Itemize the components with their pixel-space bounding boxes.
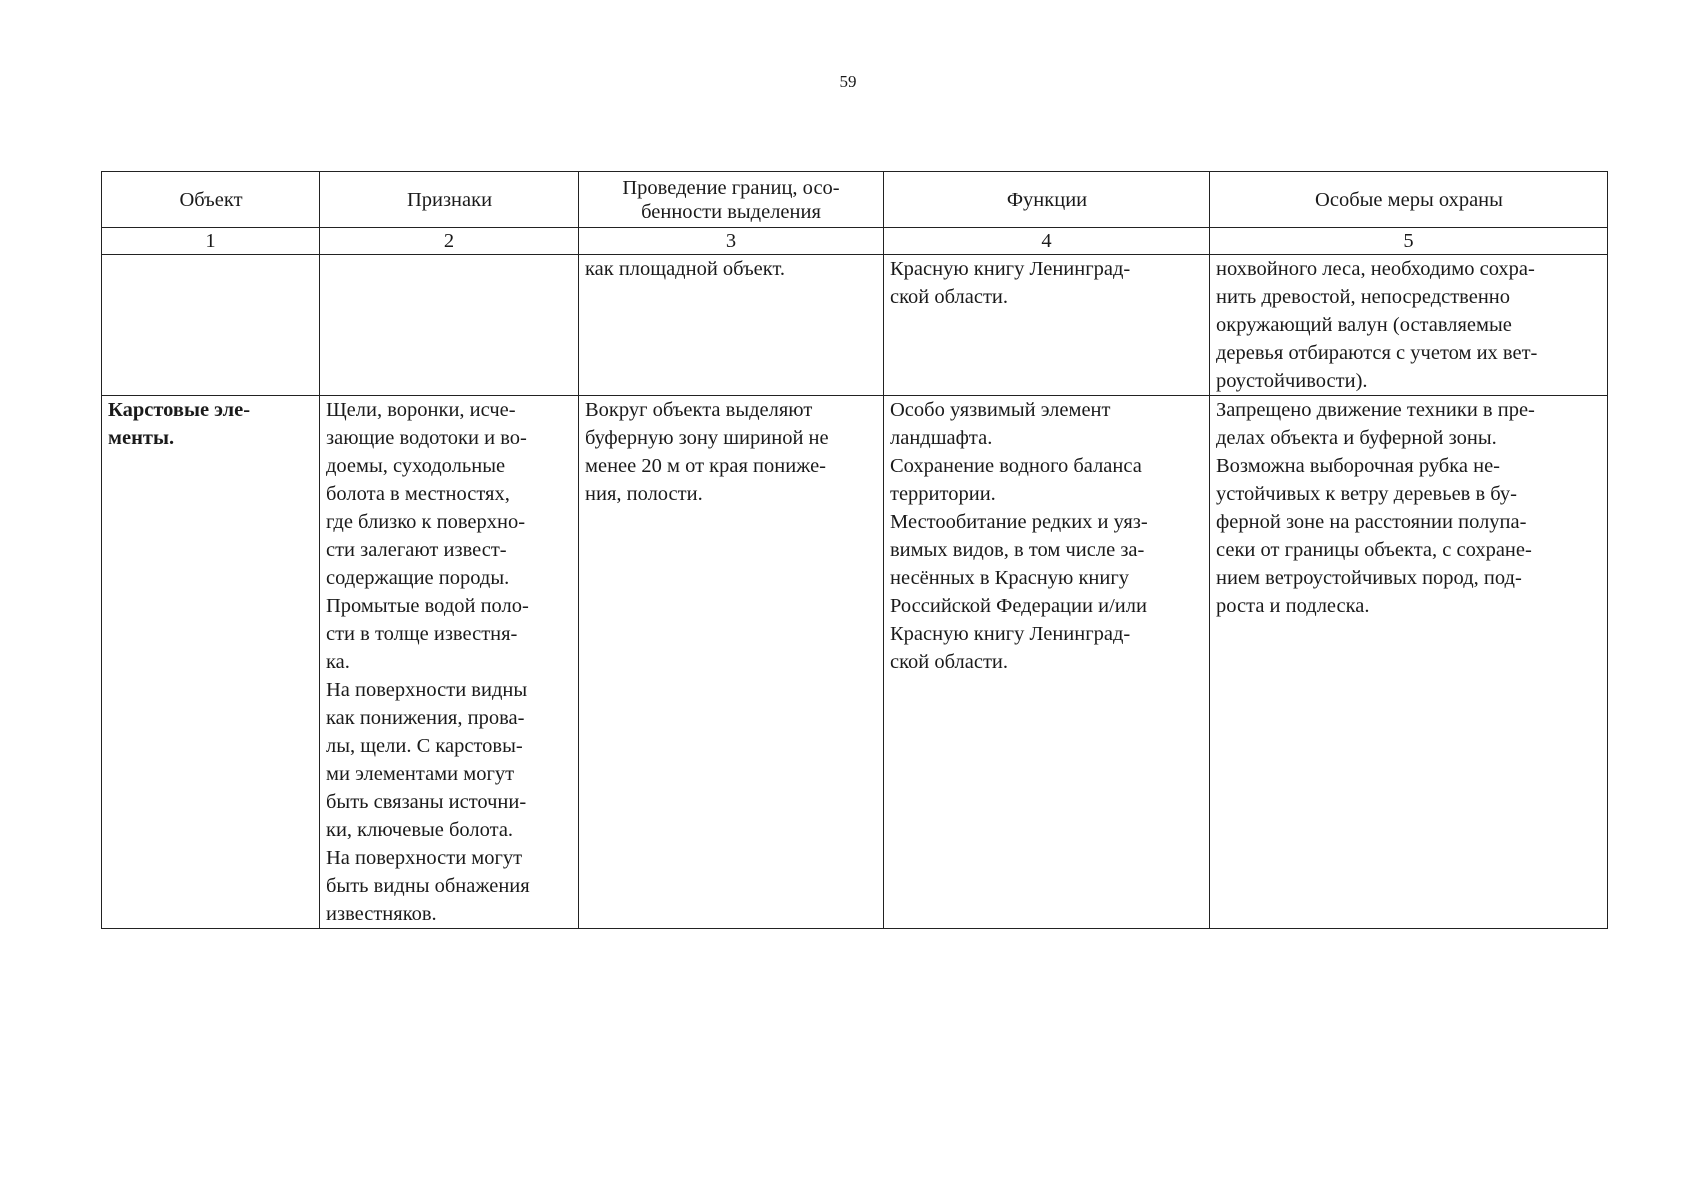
column-number-4: 4	[884, 228, 1210, 255]
cell-text-line: зающие водотоки и во-	[326, 427, 527, 449]
header-functions: Функции	[884, 172, 1210, 228]
cell-text-line: Возможна выборочная рубка не-	[1216, 455, 1500, 477]
cell-text-line: содержащие породы.	[326, 567, 510, 589]
column-number-2: 2	[320, 228, 579, 255]
cell-text-line: Российской Федерации и/или	[890, 595, 1147, 617]
cell-text-line: известняков.	[326, 903, 437, 925]
cell-text-line: ка.	[326, 651, 350, 673]
cell-text-line: деревья отбираются с учетом их вет-	[1216, 342, 1538, 364]
column-number-1: 1	[102, 228, 320, 255]
cell-text-line: ской области.	[890, 286, 1009, 308]
header-signs: Признаки	[320, 172, 579, 228]
cell-text-line: На поверхности видны	[326, 679, 528, 701]
cell-text-line: Вокруг объекта выделяют	[585, 399, 813, 421]
cell-text-line: роста и подлеска.	[1216, 595, 1370, 617]
cell-text-line: устойчивых к ветру деревьев в бу-	[1216, 483, 1518, 505]
cell-text-line: роустойчивости).	[1216, 370, 1368, 392]
cell-signs	[320, 396, 579, 929]
column-number-row	[102, 228, 1608, 255]
cell-text-line: ми элементами могут	[326, 763, 515, 785]
header-boundaries: Проведение границ, осо- бенности выделения	[579, 172, 884, 228]
cell-text-line: Запрещено движение техники в пре-	[1216, 399, 1535, 421]
table-row-continuation	[102, 255, 1608, 396]
cell-text-line: ния, полости.	[585, 483, 703, 505]
cell-text-line: где близко к поверхно-	[326, 511, 526, 533]
cell-text-line: На поверхности могут	[326, 847, 523, 869]
cell-text-line: нохвойного леса, необходимо сохра-	[1216, 258, 1535, 280]
cell-text-line: менты.	[108, 427, 175, 449]
document-table	[101, 171, 1608, 929]
column-number-3: 3	[579, 228, 884, 255]
cell-text-line: доемы, суходольные	[326, 455, 506, 477]
cell-object	[102, 396, 320, 929]
cell-text-line: Красную книгу Ленинград-	[890, 623, 1131, 645]
cell-text-line: Промытые водой поло-	[326, 595, 529, 617]
cell-text-line: как понижения, прова-	[326, 707, 525, 729]
cell-text-line: ферной зоне на расстоянии полупа-	[1216, 511, 1527, 533]
cell-text-line: сти залегают извест-	[326, 539, 507, 561]
cell-text-line: быть связаны источни-	[326, 791, 527, 813]
cell-boundaries	[579, 396, 884, 929]
cell-text-line: ландшафта.	[890, 427, 993, 449]
cell-text-line: менее 20 м от края пониже-	[585, 455, 826, 477]
cell-text-line: делах объекта и буферной зоны.	[1216, 427, 1497, 449]
cell-protection	[1210, 255, 1608, 396]
cell-text-line: Карстовые эле-	[108, 399, 251, 421]
cell-functions	[884, 255, 1210, 396]
table-row-karst	[102, 396, 1608, 929]
cell-text-line: как площадной объект.	[585, 258, 786, 280]
cell-text-line: окружающий валун (оставляемые	[1216, 314, 1512, 336]
cell-text-line: секи от границы объекта, с сохране-	[1216, 539, 1532, 561]
cell-text-line: Щели, воронки, исче-	[326, 399, 516, 421]
cell-text-line: Красную книгу Ленинград-	[890, 258, 1131, 280]
cell-object	[102, 255, 320, 396]
column-number-5: 5	[1210, 228, 1608, 255]
cell-text-line: буферную зону шириной не	[585, 427, 829, 449]
cell-text-line: быть видны обнажения	[326, 875, 530, 897]
cell-text-line: нить древостой, непосредственно	[1216, 286, 1511, 308]
cell-text-line: Особо уязвимый элемент	[890, 399, 1111, 421]
cell-text-line: Сохранение водного баланса	[890, 455, 1142, 477]
cell-signs	[320, 255, 579, 396]
cell-text-line: вимых видов, в том числе за-	[890, 539, 1145, 561]
table-header-row	[102, 172, 1608, 228]
cell-text-line: лы, щели. С карстовы-	[326, 735, 523, 757]
cell-text-line: несённых в Красную книгу	[890, 567, 1130, 589]
header-protection: Особые меры охраны	[1210, 172, 1608, 228]
page-number: 59	[839, 72, 857, 91]
cell-text-line: болота в местностях,	[326, 483, 510, 505]
cell-text-line: ки, ключевые болота.	[326, 819, 514, 841]
cell-protection	[1210, 396, 1608, 929]
header-object: Объект	[102, 172, 320, 228]
cell-boundaries	[579, 255, 884, 396]
cell-text-line: Местообитание редких и уяз-	[890, 511, 1148, 533]
cell-functions	[884, 396, 1210, 929]
cell-text-line: территории.	[890, 483, 996, 505]
cell-text-line: сти в толще известня-	[326, 623, 518, 645]
cell-text-line: нием ветроустойчивых пород, под-	[1216, 567, 1522, 589]
cell-text-line: ской области.	[890, 651, 1009, 673]
